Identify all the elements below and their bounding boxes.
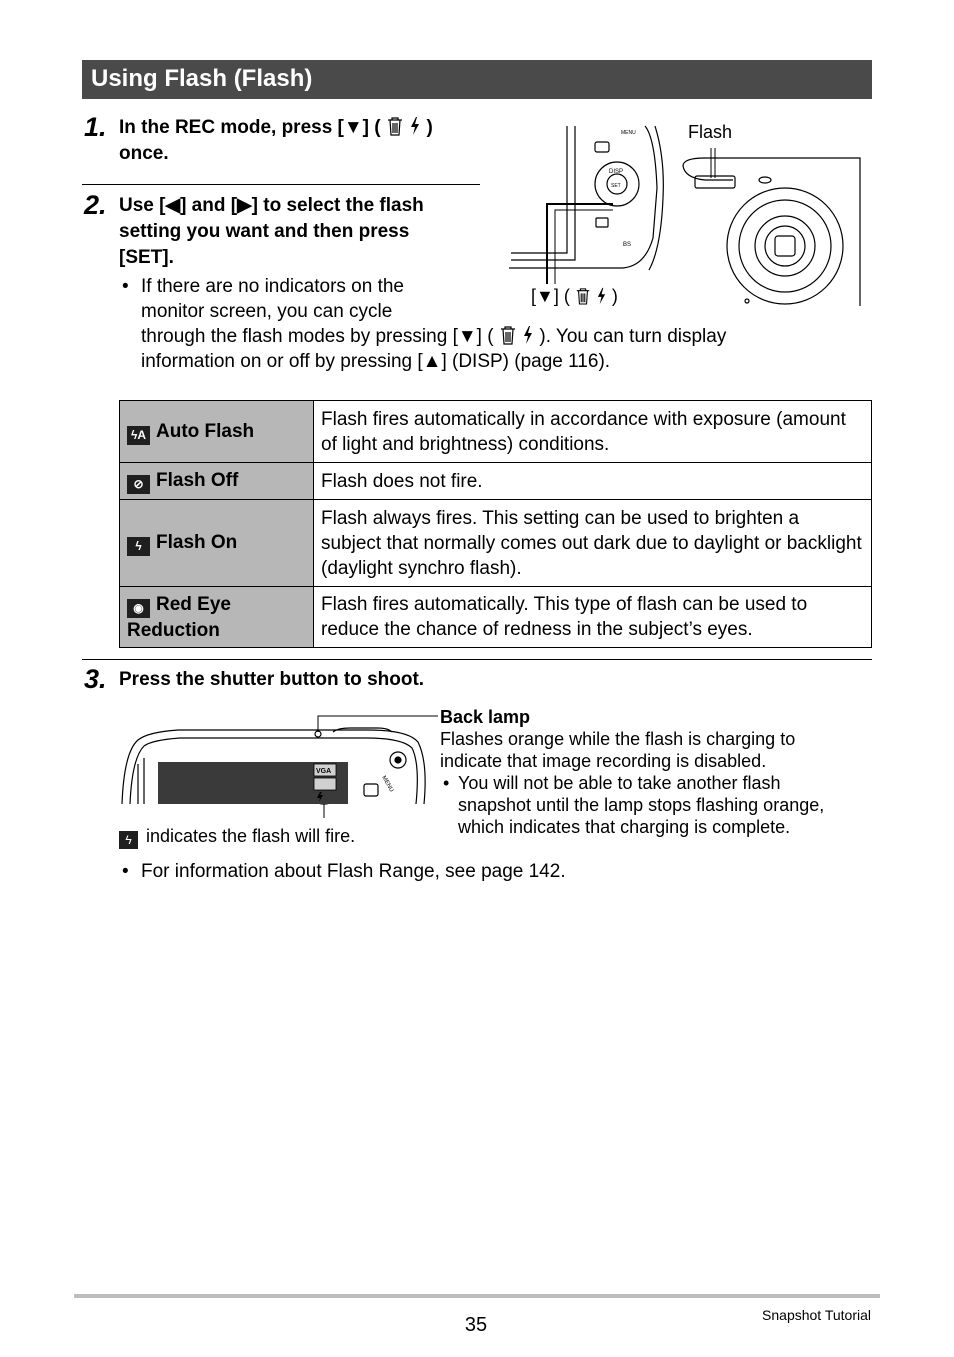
step-2-line: [SET]. [119, 247, 174, 268]
bullet: • [122, 276, 129, 297]
note-line: If there are no indicators on the [141, 276, 404, 297]
mode-label: Flash Off [156, 470, 239, 491]
flash-icon [596, 287, 607, 305]
mode-description: Flash fires automatically. This type of flash can be used to reduce the chance of redness in the subject’s eyes. [314, 587, 872, 648]
step-2-number: 2. [84, 190, 107, 220]
step-1-line-2: once. [119, 143, 169, 164]
mode-label-cell [120, 587, 314, 648]
callout-line [555, 210, 613, 284]
step-2-line: Use [◀] and [▶] to select the flash [119, 195, 424, 216]
camera-back [509, 126, 663, 270]
menu-marking: MENU [621, 130, 636, 136]
step-3-text: Press the shutter button to shoot. [119, 669, 425, 690]
red-eye-icon: ◉ [127, 599, 150, 618]
bullet: • [443, 773, 450, 793]
flash-off-icon: ⊘ [127, 475, 150, 494]
model-marking: BS [623, 242, 632, 248]
bullet-line: which indicates that charging is complete. [458, 817, 791, 837]
mode-label-cell [120, 500, 314, 587]
bullet-line: snapshot until the lamp stops flashing orange, [458, 795, 825, 815]
step-1-line-1b: ) [426, 117, 433, 138]
note-line-3a: through the flash modes by pressing [▼] ( [141, 326, 494, 347]
camera-diagram-top [505, 118, 875, 313]
mode-label-cell [120, 401, 314, 463]
disp-marking: DISP [609, 169, 624, 175]
flash-on-icon: ϟ [127, 537, 150, 556]
divider [82, 659, 872, 660]
back-lamp-info [440, 706, 880, 838]
mode-label-cell [120, 463, 314, 500]
step-3-number: 3. [84, 664, 107, 694]
trash-icon [386, 116, 404, 136]
mode-label: Flash On [156, 532, 238, 553]
flash-range-note: For information about Flash Range, see page 142. [141, 861, 566, 882]
flash-fire-caption [119, 824, 355, 849]
mode-label: Auto Flash [156, 420, 255, 442]
step-1-line-1a: In the REC mode, press [▼] ( [119, 117, 381, 138]
screen-badge [314, 778, 336, 790]
back-lamp-bullet [440, 772, 880, 838]
note-line: information on or off by pressing [▲] (DISP) (page 116). [141, 351, 611, 372]
note-line-3b: ). You can turn display [539, 326, 727, 347]
page-title: Using Flash (Flash) [82, 60, 872, 99]
section-label: Snapshot Tutorial [762, 1307, 871, 1323]
page-number: 35 [464, 1314, 488, 1336]
back-lamp-title: Back lamp [440, 707, 531, 727]
table-row [120, 401, 872, 463]
flash-icon [409, 116, 421, 136]
note-line: monitor screen, you can cycle [141, 301, 393, 322]
flash-label: Flash [688, 122, 733, 142]
flash-icon [522, 325, 534, 345]
step-2-line: setting you want and then press [119, 221, 410, 242]
down-button-text-close: ) [611, 286, 618, 306]
divider [82, 184, 480, 185]
mode-description: Flash always fires. This setting can be used to brighten a subject that normally comes out dark due to daylight or backlight (daylight synchro flash). [314, 500, 872, 587]
trash-icon [499, 325, 517, 345]
down-button-text: [▼] ( [531, 286, 570, 306]
back-lamp-line: indicate that image recording is disabled. [440, 751, 767, 771]
flash-fire-text: indicates the flash will fire. [146, 826, 356, 846]
flash-on-icon: ϟ [119, 831, 138, 849]
bullet: • [122, 861, 129, 882]
flash-auto-icon: ϟA [127, 426, 150, 445]
trash-icon [575, 287, 591, 305]
mode-label: Red Eye Reduction [127, 593, 231, 641]
back-lamp-line: Flashes orange while the flash is charging to [440, 729, 796, 749]
mode-description: Flash fires automatically in accordance with exposure (amount of light and brightness) conditions. [314, 401, 872, 463]
table-row [120, 500, 872, 587]
table-row [120, 463, 872, 500]
step-1-text [119, 115, 489, 167]
step-2-text [119, 193, 489, 271]
flash-modes-table [119, 400, 872, 648]
callout-line [547, 204, 613, 284]
set-marking: SET [611, 183, 621, 189]
step-1-number: 1. [84, 112, 107, 142]
footer-divider [74, 1294, 880, 1298]
vga-marking: VGA [316, 768, 332, 775]
camera-front [683, 158, 860, 306]
camera-diagram-bottom [118, 712, 438, 822]
menu-marking: MENU [380, 775, 395, 794]
down-button-label [531, 286, 618, 307]
mode-description: Flash does not fire. [314, 463, 872, 500]
bullet-line: You will not be able to take another flash [458, 773, 781, 793]
table-row [120, 587, 872, 648]
